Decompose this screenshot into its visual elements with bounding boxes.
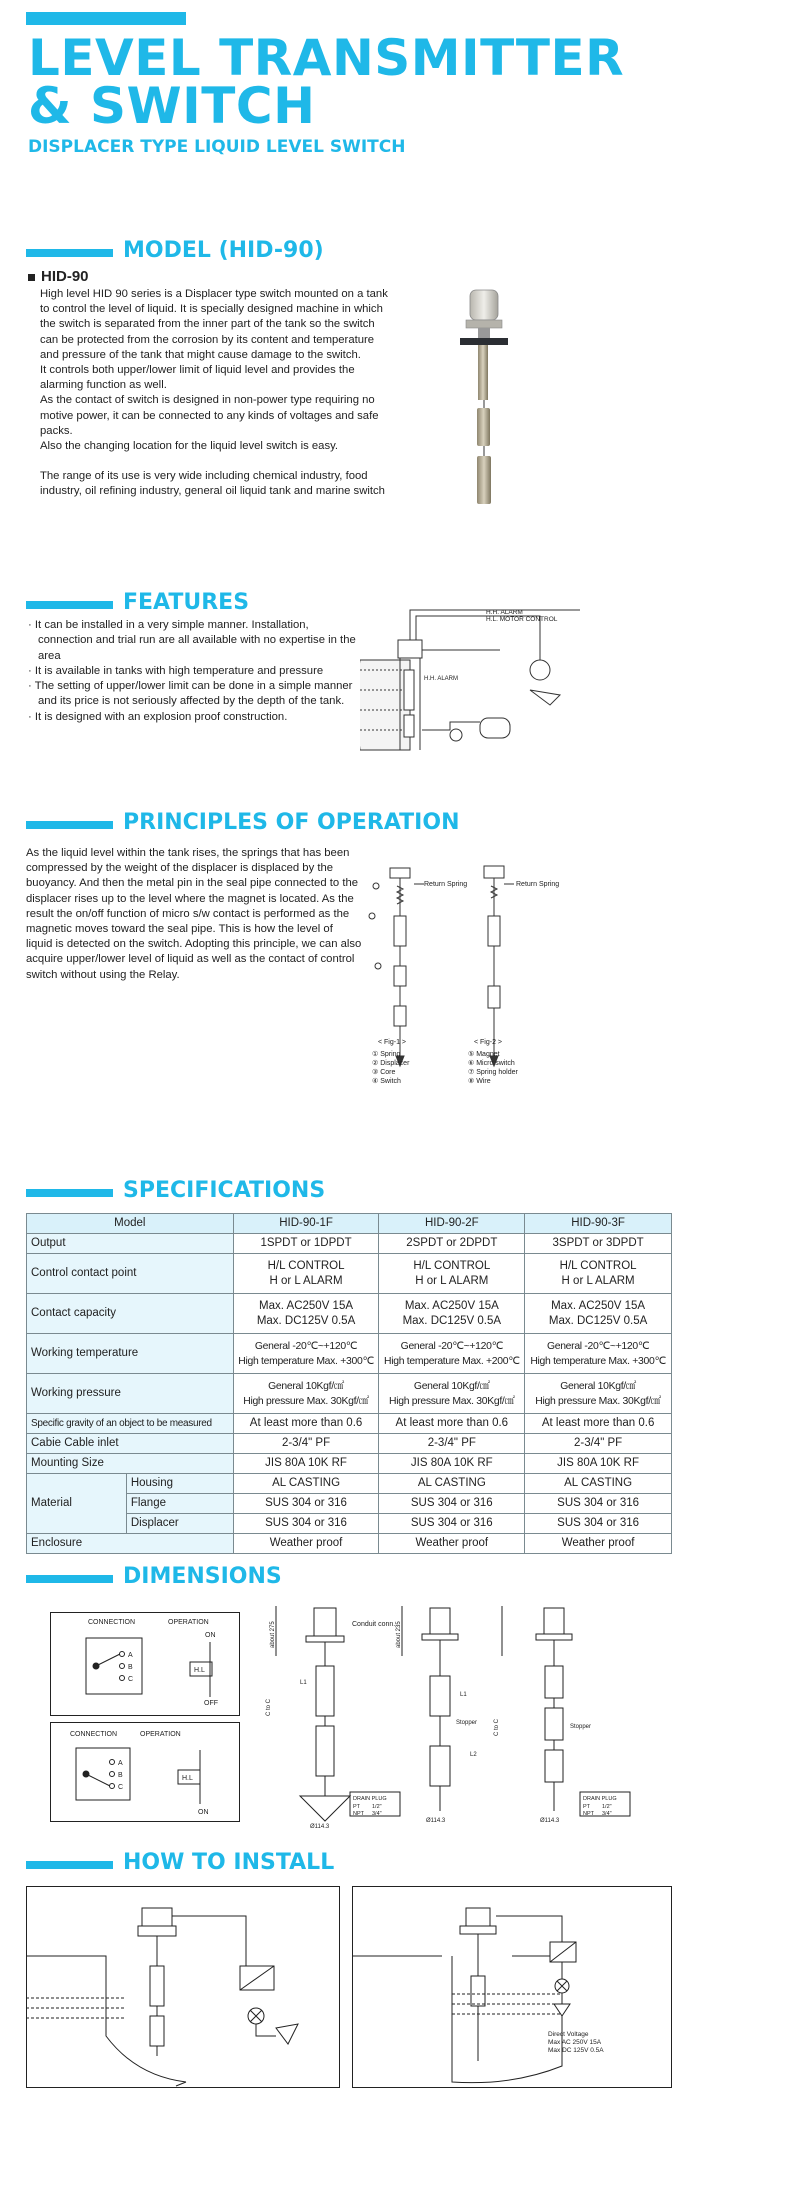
svg-text:OPERATION: OPERATION: [168, 1619, 209, 1626]
svg-text:OPERATION: OPERATION: [140, 1731, 181, 1738]
svg-text:C to C: C to C: [494, 1718, 500, 1736]
svg-text:OFF: OFF: [204, 1700, 218, 1707]
section-bar: [26, 249, 113, 257]
table-row: [27, 1454, 672, 1474]
table-cell: SUS 304 or 316: [233, 1514, 379, 1534]
legend-item: ③ Core: [372, 1069, 396, 1076]
table-cell: JIS 80A 10K RF: [379, 1454, 525, 1474]
table-cell: AL CASTING: [525, 1474, 672, 1494]
table-cell: Weather proof: [525, 1534, 672, 1554]
section-title: FEATURES: [123, 590, 250, 615]
row-label: Enclosure: [27, 1534, 234, 1554]
list-item: · It is designed with an explosion proof construction.: [28, 710, 358, 725]
page-title-line2: & SWITCH: [28, 77, 316, 135]
paragraph: Also the changing location for the liquid level switch is easy.: [40, 440, 339, 453]
row-label: Specific gravity of an object to be measured: [27, 1414, 234, 1434]
table-cell: General 10Kgf/㎠ High pressure Max. 30Kgf/㎠: [233, 1374, 379, 1414]
install-diagram-2: [352, 1886, 672, 2088]
return-spring-label-1: Return Spring: [424, 881, 468, 888]
table-cell: Max. AC250V 15A Max. DC125V 0.5A: [379, 1294, 525, 1334]
list-item: · It can be installed in a very simple manner. Installation, connection and trial run are all available with no expertise in the area: [28, 618, 358, 664]
principles-text: As the liquid level within the tank rises, the springs that has been compressed by the weight of the displacer is displaced by the buoyancy. And then the metal pin in the seal pipe connected to the displacer rises up to the level where the magnet is located. As the result the on/off function of micro s/w contact is performed as the magnetic moves toward the seal pipe. This is how the level of liquid is detected on the switch. Adopting this principle, we can also acquire upper/lower level of liquid as well as the contact of control switch without using the Relay.: [26, 847, 362, 981]
svg-text:1/2": 1/2": [602, 1804, 612, 1810]
svg-text:3/4": 3/4": [602, 1811, 612, 1817]
section-bar: [26, 821, 113, 829]
svg-text:NPT: NPT: [583, 1811, 594, 1817]
table-cell: General -20℃~+120℃ High temperature Max. +300℃: [233, 1334, 379, 1374]
section-dimensions-heading: [26, 1564, 626, 1594]
table-row: [27, 1334, 672, 1374]
page-title: [28, 29, 625, 135]
model-label-text: HID-90: [41, 268, 89, 285]
hl-motor-label: H.L. MOTOR CONTROL: [486, 616, 558, 623]
header-cell: Model: [27, 1214, 234, 1234]
svg-text:PT: PT: [353, 1804, 361, 1810]
table-cell: At least more than 0.6: [233, 1414, 379, 1434]
table-row: [27, 1234, 672, 1254]
paragraph: High level HID 90 series is a Displacer type switch mounted on a tank to control the level of liquid. It is specially designed machine in which the switch is separated from the inner part of the tank so the switch can be protected from the corrosion by its content and temperature and pressure of the tank that might cause damage to the switch.: [40, 288, 388, 361]
legend-item: ⑦ Spring holder: [468, 1069, 518, 1076]
section-bar: [26, 1189, 113, 1197]
svg-text:A: A: [128, 1652, 133, 1659]
svg-text:Stopper: Stopper: [570, 1724, 592, 1730]
legend-item: ⑧ Wire: [468, 1078, 491, 1085]
table-row: [27, 1534, 672, 1554]
svg-text:Stopper: Stopper: [456, 1720, 478, 1726]
svg-text:ON: ON: [198, 1809, 209, 1816]
table-cell: General 10Kgf/㎠ High pressure Max. 30Kgf/㎠: [525, 1374, 672, 1414]
svg-text:1/2": 1/2": [372, 1804, 382, 1810]
table-cell: SUS 304 or 316: [525, 1514, 672, 1534]
table-cell: General 10Kgf/㎠ High pressure Max. 30Kgf/㎠: [379, 1374, 525, 1414]
table-cell: SUS 304 or 316: [233, 1494, 379, 1514]
model-label: [28, 268, 89, 285]
table-cell: Max. AC250V 15A Max. DC125V 0.5A: [233, 1294, 379, 1334]
row-label: Working pressure: [27, 1374, 234, 1414]
paragraph: It controls both upper/lower limit of liquid level and provides the alarming function as well.: [40, 364, 355, 392]
svg-text:C: C: [128, 1676, 134, 1683]
table-cell: General -20℃~+120℃ High temperature Max. +200℃: [379, 1334, 525, 1374]
section-specifications-heading: [26, 1178, 626, 1208]
fig1-caption: < Fig-1 >: [378, 1039, 407, 1046]
section-title: SPECIFICATIONS: [123, 1178, 326, 1203]
table-cell: JIS 80A 10K RF: [233, 1454, 379, 1474]
svg-text:A: A: [118, 1760, 123, 1767]
legend-item: ⑥ Micro switch: [468, 1060, 515, 1067]
paragraph: The range of its use is very wide including chemical industry, food industry, oil refining industry, general oil liquid tank and marine switch: [40, 470, 385, 498]
principles-figures: [362, 856, 562, 1094]
dimension-drawings: [260, 1596, 660, 1832]
list-item: · It is available in tanks with high temperature and pressure: [28, 664, 358, 679]
table-cell: 2-3/4" PF: [379, 1434, 525, 1454]
table-cell: SUS 304 or 316: [379, 1494, 525, 1514]
svg-text:3/4": 3/4": [372, 1811, 382, 1817]
svg-text:L1: L1: [300, 1680, 307, 1686]
table-cell: Max. AC250V 15A Max. DC125V 0.5A: [525, 1294, 672, 1334]
header-cell: HID-90-3F: [525, 1214, 672, 1234]
svg-text:about 235: about 235: [396, 1621, 402, 1648]
header-cell: HID-90-2F: [379, 1214, 525, 1234]
paragraph: As the contact of switch is designed in non-power type requiring no motive power, it can be connected to any kinds of voltages and safe packs.: [40, 394, 379, 437]
table-row: [27, 1434, 672, 1454]
table-header-row: [27, 1214, 672, 1234]
features-list: [28, 618, 358, 725]
table-cell: Weather proof: [379, 1534, 525, 1554]
svg-text:ON: ON: [205, 1632, 216, 1639]
svg-text:Conduit conn.: Conduit conn.: [352, 1621, 396, 1628]
table-cell: SUS 304 or 316: [525, 1494, 672, 1514]
section-title: PRINCIPLES OF OPERATION: [123, 810, 460, 835]
table-row: [27, 1374, 672, 1414]
install-note-line2: Max AC 250V 15A: [548, 2039, 602, 2046]
svg-text:CONNECTION: CONNECTION: [88, 1619, 136, 1626]
wiring-diagram-2: [50, 1722, 240, 1822]
row-label: Output: [27, 1234, 234, 1254]
svg-text:Ø114.3: Ø114.3: [426, 1818, 446, 1824]
table-cell: At least more than 0.6: [379, 1414, 525, 1434]
install-note-line3: Max DC 125V 0.5A: [548, 2047, 604, 2054]
row-label: Mounting Size: [27, 1454, 234, 1474]
section-bar: [26, 1575, 113, 1583]
table-row: [27, 1294, 672, 1334]
table-cell: AL CASTING: [233, 1474, 379, 1494]
row-label: Contact capacity: [27, 1294, 234, 1334]
section-title: HOW TO INSTALL: [123, 1850, 335, 1875]
table-cell: At least more than 0.6: [525, 1414, 672, 1434]
section-principles-heading: [26, 810, 626, 840]
svg-text:L1: L1: [460, 1692, 467, 1698]
svg-text:about 275: about 275: [270, 1621, 276, 1648]
svg-text:C to C: C to C: [266, 1698, 272, 1716]
svg-text:Ø114.3: Ø114.3: [540, 1818, 560, 1824]
svg-text:DRAIN PLUG: DRAIN PLUG: [583, 1796, 617, 1802]
svg-text:H.L: H.L: [194, 1667, 205, 1674]
table-cell: 2-3/4" PF: [525, 1434, 672, 1454]
row-label: Cabie Cable inlet: [27, 1434, 234, 1454]
row-sublabel: Housing: [126, 1474, 233, 1494]
page-title-line1: LEVEL TRANSMITTER: [28, 29, 625, 87]
specifications-table: [26, 1213, 672, 1554]
row-sublabel: Flange: [126, 1494, 233, 1514]
table-cell: General -20℃~+120℃ High temperature Max. +300℃: [525, 1334, 672, 1374]
legend-item: ⑤ Magnet: [468, 1051, 500, 1058]
table-cell: 1SPDT or 1DPDT: [233, 1234, 379, 1254]
return-spring-label-2: Return Spring: [516, 881, 560, 888]
table-cell: H/L CONTROL H or L ALARM: [379, 1254, 525, 1294]
row-label: Working temperature: [27, 1334, 234, 1374]
svg-text:C: C: [118, 1784, 124, 1791]
section-bar: [26, 1861, 113, 1869]
table-cell: Weather proof: [233, 1534, 379, 1554]
table-cell: JIS 80A 10K RF: [525, 1454, 672, 1474]
fig2-caption: < Fig-2 >: [474, 1039, 503, 1046]
table-cell: 2SPDT or 2DPDT: [379, 1234, 525, 1254]
svg-text:H.L: H.L: [182, 1775, 193, 1782]
table-cell: 2-3/4" PF: [233, 1434, 379, 1454]
table-row: [27, 1474, 672, 1494]
install-note-line1: Direct Voltage: [548, 2031, 589, 2038]
table-cell: H/L CONTROL H or L ALARM: [525, 1254, 672, 1294]
row-label: Material: [27, 1474, 127, 1534]
page-subtitle: DISPLACER TYPE LIQUID LEVEL SWITCH: [28, 137, 406, 157]
svg-text:B: B: [118, 1772, 123, 1779]
section-install-heading: [26, 1850, 626, 1880]
svg-text:B: B: [128, 1664, 133, 1671]
table-cell: 3SPDT or 3DPDT: [525, 1234, 672, 1254]
svg-text:PT: PT: [583, 1804, 591, 1810]
install-diagram-1: [26, 1886, 340, 2088]
hh-alarm-label: H.H. ALARM: [486, 609, 523, 616]
wiring-diagram-1: [50, 1612, 240, 1716]
legend-item: ② Displacer: [372, 1060, 410, 1067]
section-title: DIMENSIONS: [123, 1564, 282, 1589]
legend-item: ① Spring: [372, 1051, 401, 1058]
model-description: [40, 287, 392, 500]
section-bar: [26, 601, 113, 609]
hh-alarm-tank-label: H.H. ALARM: [424, 676, 459, 682]
svg-text:NPT: NPT: [353, 1811, 364, 1817]
product-photo: [440, 288, 520, 514]
header-accent-bar: [26, 12, 186, 25]
svg-text:DRAIN PLUG: DRAIN PLUG: [353, 1796, 387, 1802]
table-cell: SUS 304 or 316: [379, 1514, 525, 1534]
section-model-heading: [26, 238, 626, 268]
row-label: Control contact point: [27, 1254, 234, 1294]
table-cell: AL CASTING: [379, 1474, 525, 1494]
legend-item: ④ Switch: [372, 1078, 401, 1085]
list-item: · The setting of upper/lower limit can be done in a simple manner and its price is not seriously affected by the depth of the tank.: [28, 679, 358, 710]
table-row: [27, 1414, 672, 1434]
table-row: [27, 1254, 672, 1294]
svg-text:CONNECTION: CONNECTION: [70, 1731, 118, 1738]
table-cell: H/L CONTROL H or L ALARM: [233, 1254, 379, 1294]
square-bullet-icon: [28, 274, 35, 281]
svg-text:Ø114.3: Ø114.3: [310, 1824, 330, 1830]
section-title: MODEL (HID-90): [123, 238, 324, 263]
features-system-diagram: [360, 600, 580, 770]
svg-text:L2: L2: [470, 1752, 477, 1758]
row-sublabel: Displacer: [126, 1514, 233, 1534]
header-cell: HID-90-1F: [233, 1214, 379, 1234]
